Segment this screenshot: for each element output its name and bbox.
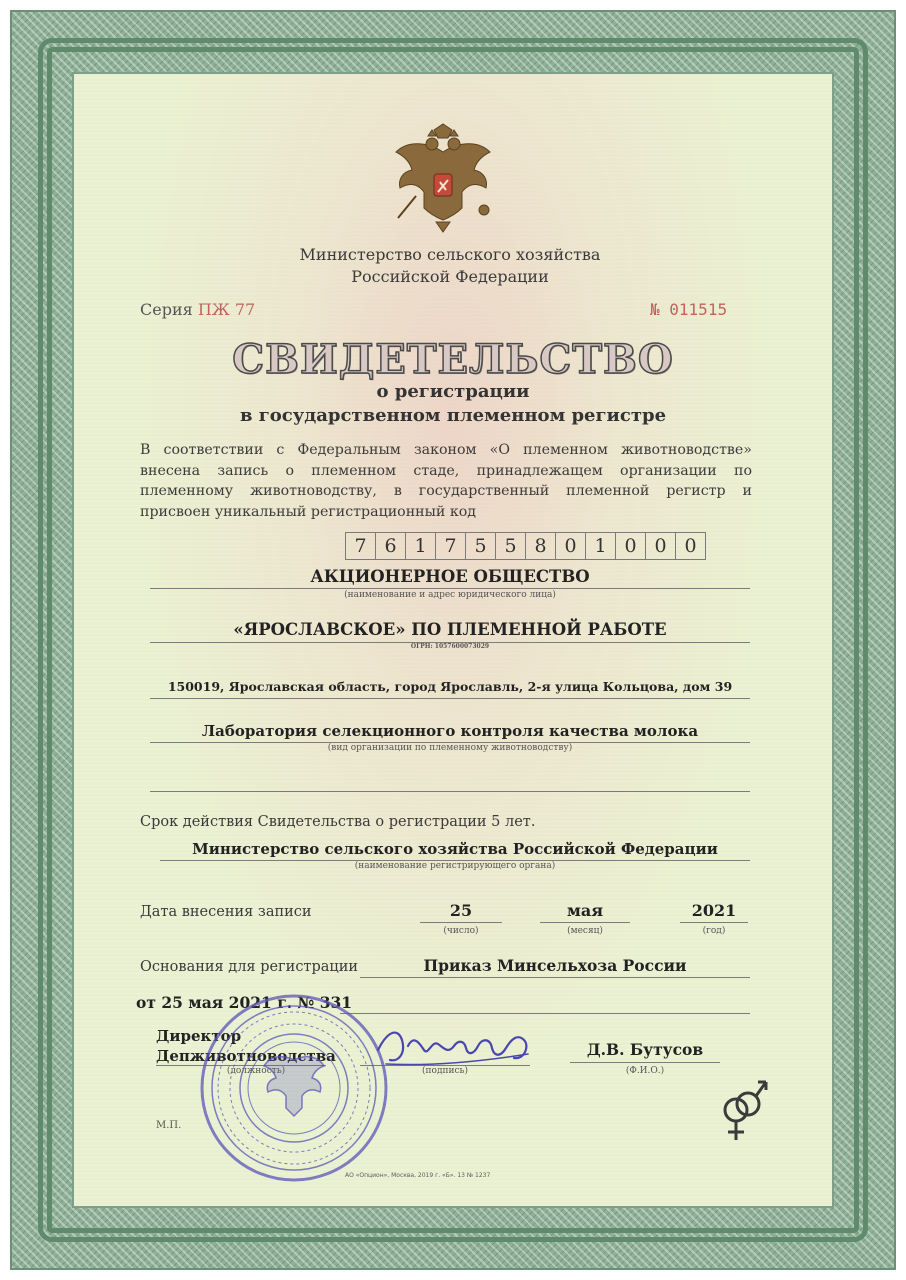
blank-line (150, 790, 750, 792)
basis-line-1-row (360, 955, 750, 978)
org-line-2: «ЯРОСЛАВСКОЕ» ПО ПЛЕМЕННОЙ РАБОТЕ (233, 620, 667, 639)
entry-date-label: Дата внесения записи (140, 904, 312, 920)
entry-day-caption: (число) (443, 926, 479, 936)
entry-month: мая (566, 901, 604, 920)
intro-paragraph: В соответствии с Федеральным законом «О племенном животноводстве» внесена запись о племенном стаде, принадлежащем организации по племенному животноводству, в государственный племенной регистр и присвоен уникальный регистрационный код (140, 442, 752, 520)
entry-month-caption: (месяц) (567, 926, 603, 936)
org-type-row (150, 720, 750, 743)
org-caption: (наименование и адрес юридического лица) (344, 590, 556, 600)
number-field (650, 300, 727, 319)
name-caption: (Ф.И.О.) (625, 1066, 665, 1076)
certificate-subtitle (150, 380, 756, 428)
entry-year-caption: (год) (702, 926, 726, 936)
position-line-2: Депживотноводства (156, 1047, 336, 1065)
ministry-line-2: Российской Федерации (351, 267, 549, 286)
basis-line-2: от 25 мая 2021 г. № 331 (136, 993, 353, 1012)
org-address: 150019, Ярославская область, город Ярославль, 2-я улица Кольцова, дом 39 (167, 679, 733, 694)
org-address-row (150, 676, 750, 699)
validity-text: Срок действия Свидетельства о регистрации 5 лет. (140, 814, 536, 830)
entry-month-row (540, 900, 630, 923)
registration-code (345, 532, 706, 560)
signature-caption: (подпись) (422, 1066, 468, 1076)
org-type-caption: (вид организации по племенному животноводству) (327, 743, 573, 753)
code-digit: 5 (466, 533, 496, 559)
ministry-heading (250, 244, 650, 288)
code-digit: 8 (526, 533, 556, 559)
position-line-1: Директор (156, 1027, 242, 1045)
basis-label: Основания для регистрации (140, 959, 359, 975)
code-digit: 0 (646, 533, 676, 559)
signatory-name: Д.В. Бутусов (586, 1040, 704, 1059)
org-line-2-row (150, 618, 750, 643)
basis-line-1: Приказ Минсельхоза России (423, 956, 687, 975)
org-type-value: Лаборатория селекционного контроля качества молока (201, 722, 699, 740)
registrar-value: Министерство сельского хозяйства Российской Федерации (192, 840, 718, 858)
org-ogrn: ОГРН: 1057600073029 (410, 643, 490, 650)
number-label: № (650, 300, 660, 319)
code-digit: 7 (346, 533, 376, 559)
printer-line: АО «Опцион», Москва, 2019 г. «Б». 13 № 1237 (345, 1172, 491, 1179)
code-digit: 0 (616, 533, 646, 559)
code-digit: 0 (684, 535, 697, 557)
entry-day: 25 (449, 901, 473, 920)
code-digit: 7 (436, 533, 466, 559)
entry-day-row (420, 900, 502, 923)
subtitle-line-2: в государственном племенном регистре (239, 405, 667, 426)
code-digit: 0 (556, 533, 586, 559)
entry-year-row (680, 900, 748, 923)
gender-symbols-icon (720, 1074, 772, 1144)
signatory-name-row (570, 1038, 720, 1063)
series-field (140, 300, 255, 319)
certificate-title: СВИДЕТЕЛЬСТВО (232, 336, 674, 383)
russian-coat-of-arms-icon (388, 122, 498, 234)
number-value: 011515 (669, 300, 728, 319)
registrar-row (160, 838, 750, 861)
code-digit: 5 (496, 533, 526, 559)
series-value: ПЖ 77 (197, 300, 256, 319)
entry-year: 2021 (691, 901, 737, 920)
mp-label: М.П. (156, 1120, 182, 1131)
ministry-line-1: Министерство сельского хозяйства (299, 245, 601, 264)
position-caption: (должность) (226, 1066, 286, 1076)
code-digit: 1 (406, 533, 436, 559)
org-line-1: АКЦИОНЕРНОЕ ОБЩЕСТВО (310, 567, 590, 586)
code-digit: 1 (586, 533, 616, 559)
official-stamp-icon (196, 990, 392, 1186)
subtitle-line-1: о регистрации (376, 381, 530, 402)
handwritten-signature (368, 1010, 538, 1074)
code-digit: 6 (376, 533, 406, 559)
registrar-caption: (наименование регистрирующего органа) (354, 861, 556, 871)
org-line-1-row (150, 566, 750, 589)
series-label: Серия (140, 300, 193, 319)
